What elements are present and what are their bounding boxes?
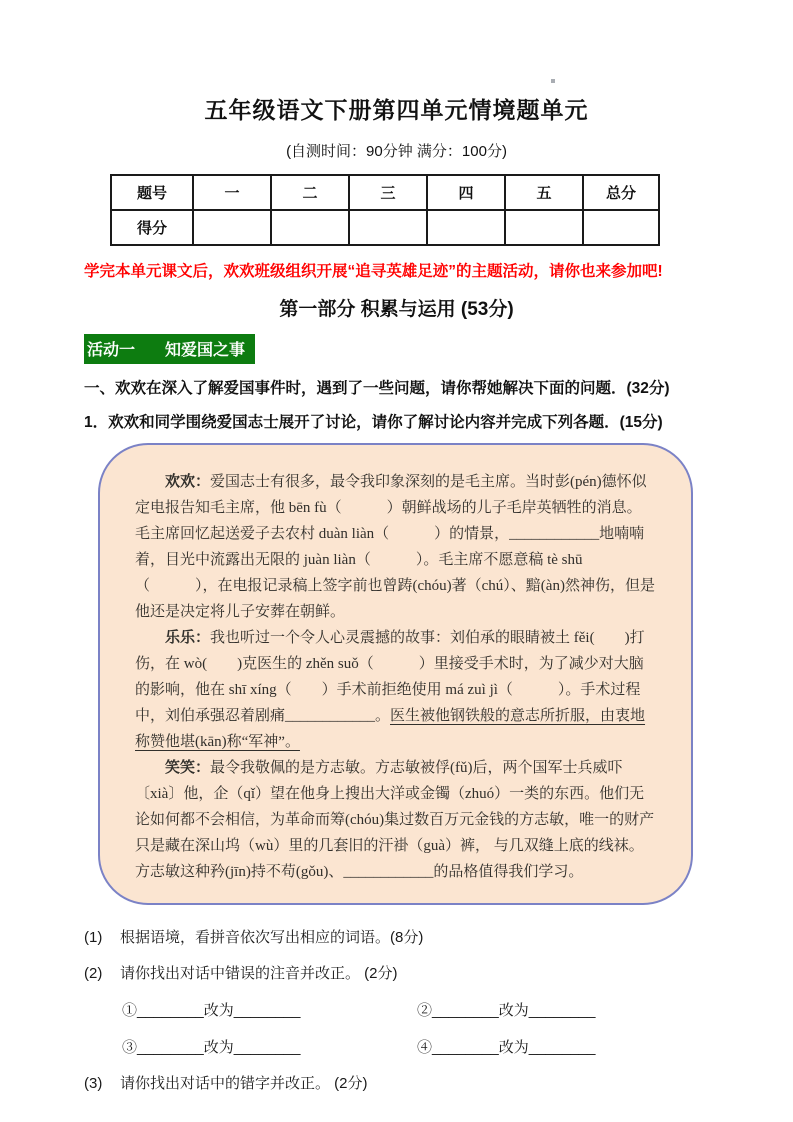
- activity-badge: [84, 334, 255, 364]
- sub-question-2-text: 请你找出对话中错误的注音并改正。 (2分): [120, 965, 398, 982]
- speaker-name-lele: 乐乐：: [165, 630, 211, 646]
- sub-question-2: [84, 963, 709, 984]
- score-table: [110, 174, 660, 246]
- dialogue-paragraph-xiaoxiao: [135, 755, 656, 885]
- score-table-corner-label: 题号: [111, 175, 193, 210]
- answer-blank-item-3: ③________改为________: [122, 1039, 301, 1056]
- speaker-name-huanhuan: 欢欢：: [165, 474, 211, 490]
- answer-blank-item-1: ①________改为________: [122, 1002, 301, 1019]
- page-title: 五年级语文下册第四单元情境题单元: [204, 97, 589, 123]
- score-cell-5: [505, 210, 583, 245]
- score-cell-1: [193, 210, 271, 245]
- notice-banner: 学完本单元课文后，欢欢班级组织开展“追寻英雄足迹”的主题活动，请你也来参加吧!: [84, 263, 663, 280]
- sub-question-3: [84, 1073, 709, 1094]
- dialogue-text-xiaoxiao: 最令我敬佩的是方志敏。方志敏被俘(fǔ)后，两个国军士兵威吓〔xià〕他，企（qǐ）望在他身上搜出大洋或金镯（zhuó）一类的东西。他们无论如何都不会相信，为革命而筹(chóu)集过数百万元金钱的方志敏，唯一的财产只是藏在深山坞（wù）里的几套旧的汗褂（guà）裤， 与几双缝上底的线袜。方志敏这种矜(jīn)持不苟(gǒu)、____________的品格值得我们学习。: [135, 760, 655, 880]
- dialogue-text-lele: 我也听过一个令人心灵震撼的故事：刘伯承的眼睛被土 fěi( )打伤，在 wò( )克医生的 zhěn suǒ（ ）里接受手术时，为了减少对大脑的影响，他在 shī xíng（ ）手术前拒绝使用 má zuì jì（ ）。手术过程中，刘伯承强忍着剧痛____________。: [135, 630, 645, 724]
- score-cell-4: [427, 210, 505, 245]
- answer-blank-item-2: ②________改为________: [417, 1002, 596, 1019]
- sub-question-1-number: (1): [84, 929, 103, 946]
- sub-question-2-number: (2): [84, 965, 103, 982]
- score-table-col-5: 五: [505, 175, 583, 210]
- exam-info: (自测时间：90分钟 满分：100分): [286, 143, 507, 160]
- score-table-col-4: 四: [427, 175, 505, 210]
- dialogue-paragraph-huanhuan: [135, 469, 656, 625]
- activity-name: 知爱国之事: [165, 342, 246, 359]
- question-1: 1．欢欢和同学围绕爱国志士展开了讨论，请你了解讨论内容并完成下列各题．(15分): [84, 414, 663, 431]
- stray-mark: [551, 79, 555, 83]
- question-main: 一、欢欢在深入了解爱国事件时，遇到了一些问题，请你帮她解决下面的问题．(32分): [84, 380, 670, 397]
- score-cell-2: [271, 210, 349, 245]
- score-table-col-total: 总分: [583, 175, 659, 210]
- underlined-text: 医生被他钢铁般的意志所折服，由衷地称赞他堪(kān)称“军神”。: [135, 708, 646, 750]
- score-row-label: 得分: [111, 210, 193, 245]
- score-cell-3: [349, 210, 427, 245]
- answer-blanks: [122, 1000, 709, 1058]
- sub-question-3-text: 请你找出对话中的错字并改正。 (2分): [120, 1075, 368, 1092]
- score-table-col-1: 一: [193, 175, 271, 210]
- part1-title: 第一部分 积累与运用 (53分): [279, 299, 514, 320]
- dialogue-text-huanhuan: 爱国志士有很多，最令我印象深刻的是毛主席。当时彭(pén)德怀似定电报告知毛主席，他 bēn fù（ ）朝鲜战场的儿子毛岸英牺牲的消息。毛主席回忆起送爱子去农村 duàn liàn（ ）的情景，____________地喃喃着，目光中流露出无限的 juàn liàn（ ）。毛主席不愿意稿 tè shū（ ），在电报记录稿上签字前也曾踌(chóu)著（chú）、黯(àn)然神伤，但是他还是决定将儿子安葬在朝鲜。: [135, 474, 655, 620]
- dialogue-box: [98, 443, 693, 905]
- sub-questions: [84, 927, 709, 1094]
- score-cell-total: [583, 210, 659, 245]
- answer-blank-item-4: ④________改为________: [417, 1039, 596, 1056]
- speaker-name-xiaoxiao: 笑笑：: [165, 760, 211, 776]
- sub-question-1: [84, 927, 709, 948]
- score-table-col-2: 二: [271, 175, 349, 210]
- score-table-header-row: [111, 175, 659, 210]
- score-table-col-3: 三: [349, 175, 427, 210]
- sub-question-3-number: (3): [84, 1075, 103, 1092]
- score-table-score-row: [111, 210, 659, 245]
- sub-question-1-text: 根据语境，看拼音依次写出相应的词语。(8分): [120, 929, 424, 946]
- activity-label: 活动一: [87, 342, 136, 359]
- dialogue-paragraph-lele: [135, 625, 656, 755]
